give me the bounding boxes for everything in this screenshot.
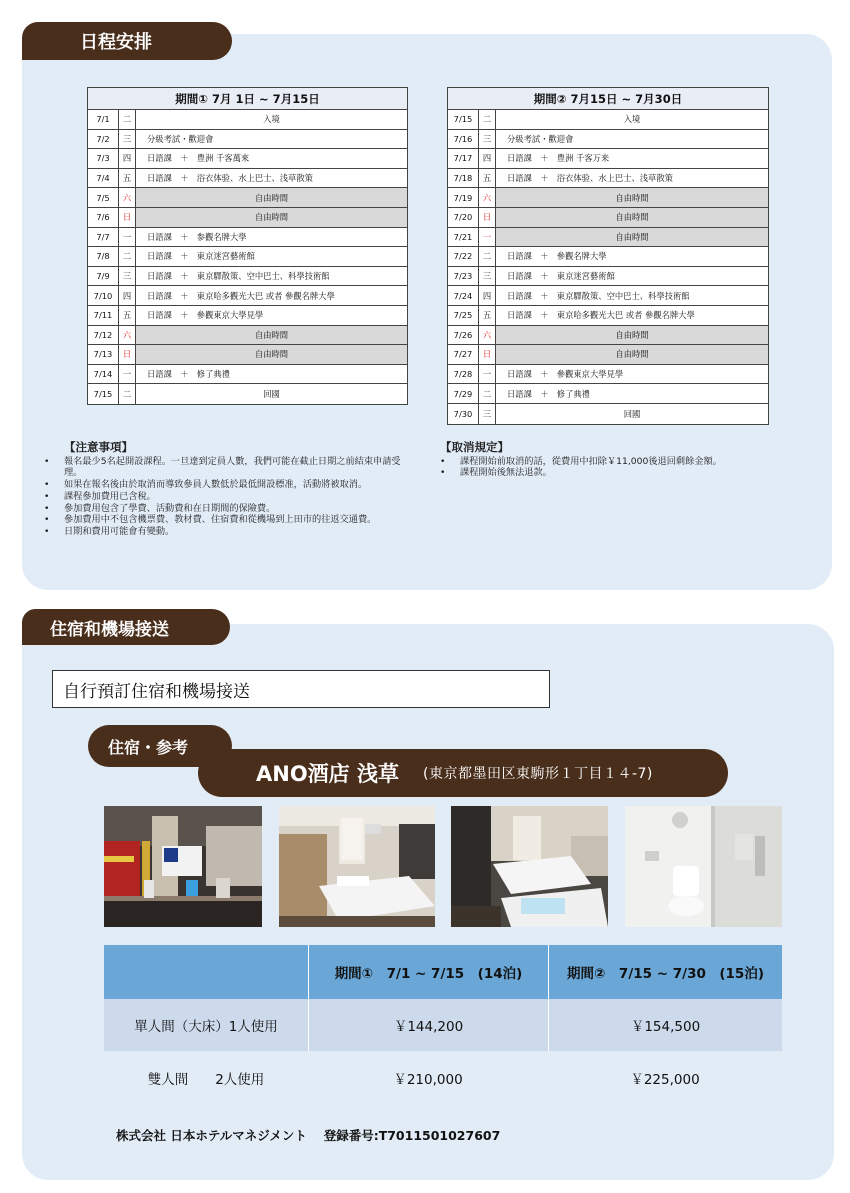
schedule-date: 7/15 <box>88 384 119 404</box>
room-price-table <box>104 945 782 1105</box>
schedule-table-header: 期間② 7月15日 ~ 7月30日 <box>448 88 768 110</box>
schedule-date: 7/1 <box>88 110 119 129</box>
schedule-activity: 入境 <box>623 114 641 125</box>
schedule-activity: 日語課 ＋ 東京哈多觀光大巴 或者 參觀名牌大學 <box>147 290 335 301</box>
schedule-activity: 日語課 ＋ 浴衣体验、水上巴士、浅草散策 <box>507 173 673 184</box>
schedule-date: 7/8 <box>88 247 119 266</box>
hotel-front-desk-photo <box>104 806 262 927</box>
schedule-weekday: 四 <box>479 149 496 168</box>
schedule-row <box>88 286 407 306</box>
schedule-date: 7/12 <box>88 326 119 345</box>
schedule-activity: 日語課 ＋ 東京驛散策、空中巴士、科學技術館 <box>147 271 330 282</box>
schedule-activity: 日語課 ＋ 東京迷宮藝術館 <box>147 251 255 262</box>
schedule-date: 7/29 <box>448 384 479 403</box>
cancellation-section <box>440 442 800 479</box>
price-period1: ￥210,000 <box>393 1072 463 1088</box>
schedule-weekday: 五 <box>119 169 136 188</box>
schedule-weekday: 三 <box>119 267 136 286</box>
schedule-activity: 日語課 ＋ 東京迷宮藝術館 <box>507 271 615 282</box>
cancellation-title: 【取消規定】 <box>440 440 509 454</box>
schedule-activity: 日語課 ＋ 参觀名牌大學 <box>147 231 247 242</box>
schedule-date: 7/23 <box>448 267 479 286</box>
schedule-activity: 回國 <box>623 408 641 419</box>
schedule-date: 7/27 <box>448 345 479 364</box>
schedule-activity: 自由時間 <box>496 188 768 207</box>
schedule-weekday: 六 <box>479 326 496 345</box>
schedule-row <box>448 384 768 404</box>
schedule-date: 7/17 <box>448 149 479 168</box>
hotel-twin-room-photo <box>451 806 608 927</box>
accommodation-section-title: 住宿和機場接送 <box>22 609 230 645</box>
schedule-date: 7/11 <box>88 306 119 325</box>
schedule-activity: 日語課 ＋ 修了典禮 <box>147 369 230 380</box>
schedule-row <box>88 228 407 248</box>
schedule-weekday: 二 <box>479 110 496 129</box>
schedule-row <box>88 208 407 228</box>
schedule-weekday: 三 <box>479 130 496 149</box>
schedule-date: 7/25 <box>448 306 479 325</box>
schedule-weekday: 五 <box>119 306 136 325</box>
schedule-row <box>88 149 407 169</box>
schedule-activity: 分級考試・歡迎會 <box>147 133 214 144</box>
schedule-date: 7/10 <box>88 286 119 305</box>
schedule-activity: 日語課 ＋ 參觀東京大學見學 <box>147 310 264 321</box>
schedule-row <box>448 188 768 208</box>
schedule-weekday: 六 <box>479 188 496 207</box>
schedule-weekday: 一 <box>479 228 496 247</box>
schedule-weekday: 二 <box>119 384 136 404</box>
list-item: • 參加費用中不包含機票費、教材費、住宿費和從機場到上田市的往返交通費。 <box>44 514 416 526</box>
schedule-row <box>448 247 768 267</box>
schedule-activity: 自由時間 <box>496 208 768 227</box>
price-period2: ￥225,000 <box>630 1072 700 1088</box>
schedule-table-period2 <box>447 87 769 425</box>
schedule-weekday: 三 <box>479 404 496 424</box>
schedule-date: 7/20 <box>448 208 479 227</box>
schedule-weekday: 五 <box>479 169 496 188</box>
schedule-date: 7/24 <box>448 286 479 305</box>
schedule-row <box>448 326 768 346</box>
list-item: • 課程開始前取消的話，從費用中扣除￥11,000後退回剩餘金額。 <box>440 456 800 468</box>
schedule-date: 7/30 <box>448 404 479 424</box>
schedule-weekday: 日 <box>479 208 496 227</box>
schedule-weekday: 四 <box>479 286 496 305</box>
schedule-date: 7/4 <box>88 169 119 188</box>
list-item: • 報名最少5名起開設課程。一旦達到定員人數，我們可能在截止日期之前結束申請受理。 <box>44 456 416 479</box>
schedule-weekday: 三 <box>119 130 136 149</box>
schedule-row <box>88 384 407 404</box>
schedule-date: 7/18 <box>448 169 479 188</box>
schedule-weekday: 五 <box>479 306 496 325</box>
schedule-row <box>448 267 768 287</box>
schedule-row <box>448 208 768 228</box>
price-row-single <box>104 999 782 1051</box>
schedule-activity: 自由時間 <box>136 326 407 345</box>
self-booking-notice: 自行預訂住宿和機場接送 <box>52 670 550 708</box>
schedule-date: 7/21 <box>448 228 479 247</box>
schedule-row <box>448 404 768 424</box>
schedule-activity: 分級考試・歡迎會 <box>507 133 574 144</box>
schedule-date: 7/28 <box>448 365 479 384</box>
schedule-weekday: 日 <box>119 208 136 227</box>
schedule-row <box>88 110 407 130</box>
room-type-label: 單人間（大床）1人使用 <box>134 1019 278 1035</box>
schedule-activity: 自由時間 <box>496 345 768 364</box>
schedule-date: 7/3 <box>88 149 119 168</box>
schedule-weekday: 一 <box>119 365 136 384</box>
price-period2: ￥154,500 <box>548 999 782 1051</box>
schedule-activity: 日語課 ＋ 東京哈多觀光大巴 或者 參觀名牌大學 <box>507 310 695 321</box>
schedule-weekday: 二 <box>479 247 496 266</box>
schedule-weekday: 二 <box>479 384 496 403</box>
schedule-row <box>448 306 768 326</box>
schedule-activity: 回國 <box>263 389 280 400</box>
hotel-name: ANO酒店 浅草 <box>256 762 399 786</box>
schedule-row <box>88 326 407 346</box>
list-item: • 日期和費用可能會有變動。 <box>44 526 416 538</box>
list-item: • 課程開始後無法退款。 <box>440 467 800 479</box>
schedule-date: 7/19 <box>448 188 479 207</box>
schedule-row <box>88 345 407 365</box>
schedule-weekday: 一 <box>479 365 496 384</box>
schedule-activity: 自由時間 <box>136 188 407 207</box>
hotel-address: (東京都墨田区東駒形１丁目１４-7) <box>423 766 653 782</box>
schedule-activity: 入境 <box>263 114 280 125</box>
notes-title: 【注意事項】 <box>64 440 133 454</box>
schedule-row <box>88 188 407 208</box>
price-row-twin <box>104 1051 782 1105</box>
schedule-date: 7/26 <box>448 326 479 345</box>
list-item: • 參加費用包含了學費、活動費和在日期間的保險費。 <box>44 503 416 515</box>
schedule-row <box>448 228 768 248</box>
list-item: • 課程參加費用已含稅。 <box>44 491 416 503</box>
schedule-row <box>448 286 768 306</box>
schedule-activity: 日語課 ＋ 浴衣体验、水上巴士、浅草散策 <box>147 173 313 184</box>
schedule-row <box>448 149 768 169</box>
schedule-row <box>88 365 407 385</box>
schedule-activity: 自由時間 <box>136 208 407 227</box>
schedule-activity: 日語課 ＋ 參觀名牌大學 <box>507 251 607 262</box>
cancellation-list <box>440 456 800 479</box>
notes-list <box>44 456 416 538</box>
schedule-row <box>88 130 407 150</box>
schedule-row <box>88 306 407 326</box>
schedule-date: 7/15 <box>448 110 479 129</box>
schedule-row <box>88 247 407 267</box>
hotel-banner <box>198 749 728 797</box>
schedule-row <box>448 345 768 365</box>
reference-accommodation-label: 住宿・参考 <box>88 725 232 767</box>
schedule-date: 7/6 <box>88 208 119 227</box>
schedule-date: 7/22 <box>448 247 479 266</box>
company-registration: 株式会社 日本ホテルマネジメント 登録番号:T7011501027607 <box>116 1128 501 1143</box>
schedule-date: 7/13 <box>88 345 119 364</box>
room-type-label: 雙人間 2人使用 <box>147 1072 265 1088</box>
price-header-period1: 期間① 7/1 ~ 7/15 (14泊) <box>308 945 548 999</box>
schedule-activity: 日語課 ＋ 豊洲 千客万来 <box>507 153 610 164</box>
schedule-weekday: 三 <box>479 267 496 286</box>
schedule-row <box>448 365 768 385</box>
schedule-date: 7/16 <box>448 130 479 149</box>
hotel-bathroom-photo <box>625 806 782 927</box>
schedule-date: 7/5 <box>88 188 119 207</box>
schedule-date: 7/2 <box>88 130 119 149</box>
schedule-activity: 日語課 ＋ 豊洲 千客萬來 <box>147 153 250 164</box>
notes-section <box>44 442 416 538</box>
schedule-row <box>448 169 768 189</box>
schedule-row <box>448 110 768 130</box>
schedule-activity: 日語課 ＋ 參觀東京大學見學 <box>507 369 624 380</box>
schedule-row <box>448 130 768 150</box>
schedule-weekday: 一 <box>119 228 136 247</box>
schedule-activity: 自由時間 <box>496 228 768 247</box>
price-period1: ￥144,200 <box>308 999 548 1051</box>
schedule-weekday: 六 <box>119 326 136 345</box>
schedule-weekday: 六 <box>119 188 136 207</box>
schedule-weekday: 日 <box>479 345 496 364</box>
schedule-activity: 自由時間 <box>496 326 768 345</box>
schedule-weekday: 二 <box>119 247 136 266</box>
schedule-date: 7/7 <box>88 228 119 247</box>
price-table-header <box>104 945 782 999</box>
schedule-date: 7/14 <box>88 365 119 384</box>
schedule-section-title: 日程安排 <box>22 22 232 60</box>
schedule-weekday: 四 <box>119 286 136 305</box>
schedule-activity: 日語課 ＋ 東京驛散策、空中巴士、科學技術館 <box>507 290 690 301</box>
schedule-activity: 自由時間 <box>136 345 407 364</box>
schedule-row <box>88 267 407 287</box>
schedule-table-period1 <box>87 87 408 405</box>
schedule-weekday: 四 <box>119 149 136 168</box>
hotel-double-room-photo <box>279 806 435 927</box>
price-header-period2: 期間② 7/15 ~ 7/30 (15泊) <box>548 945 782 999</box>
schedule-activity: 日語課 ＋ 修了典禮 <box>507 388 590 399</box>
schedule-date: 7/9 <box>88 267 119 286</box>
list-item: • 如果在報名後由於取消而導致參員人數低於最低開設標准，活動將被取消。 <box>44 479 416 491</box>
schedule-weekday: 二 <box>119 110 136 129</box>
schedule-row <box>88 169 407 189</box>
schedule-weekday: 日 <box>119 345 136 364</box>
schedule-table-header: 期間① 7月 1日 ~ 7月15日 <box>88 88 407 110</box>
